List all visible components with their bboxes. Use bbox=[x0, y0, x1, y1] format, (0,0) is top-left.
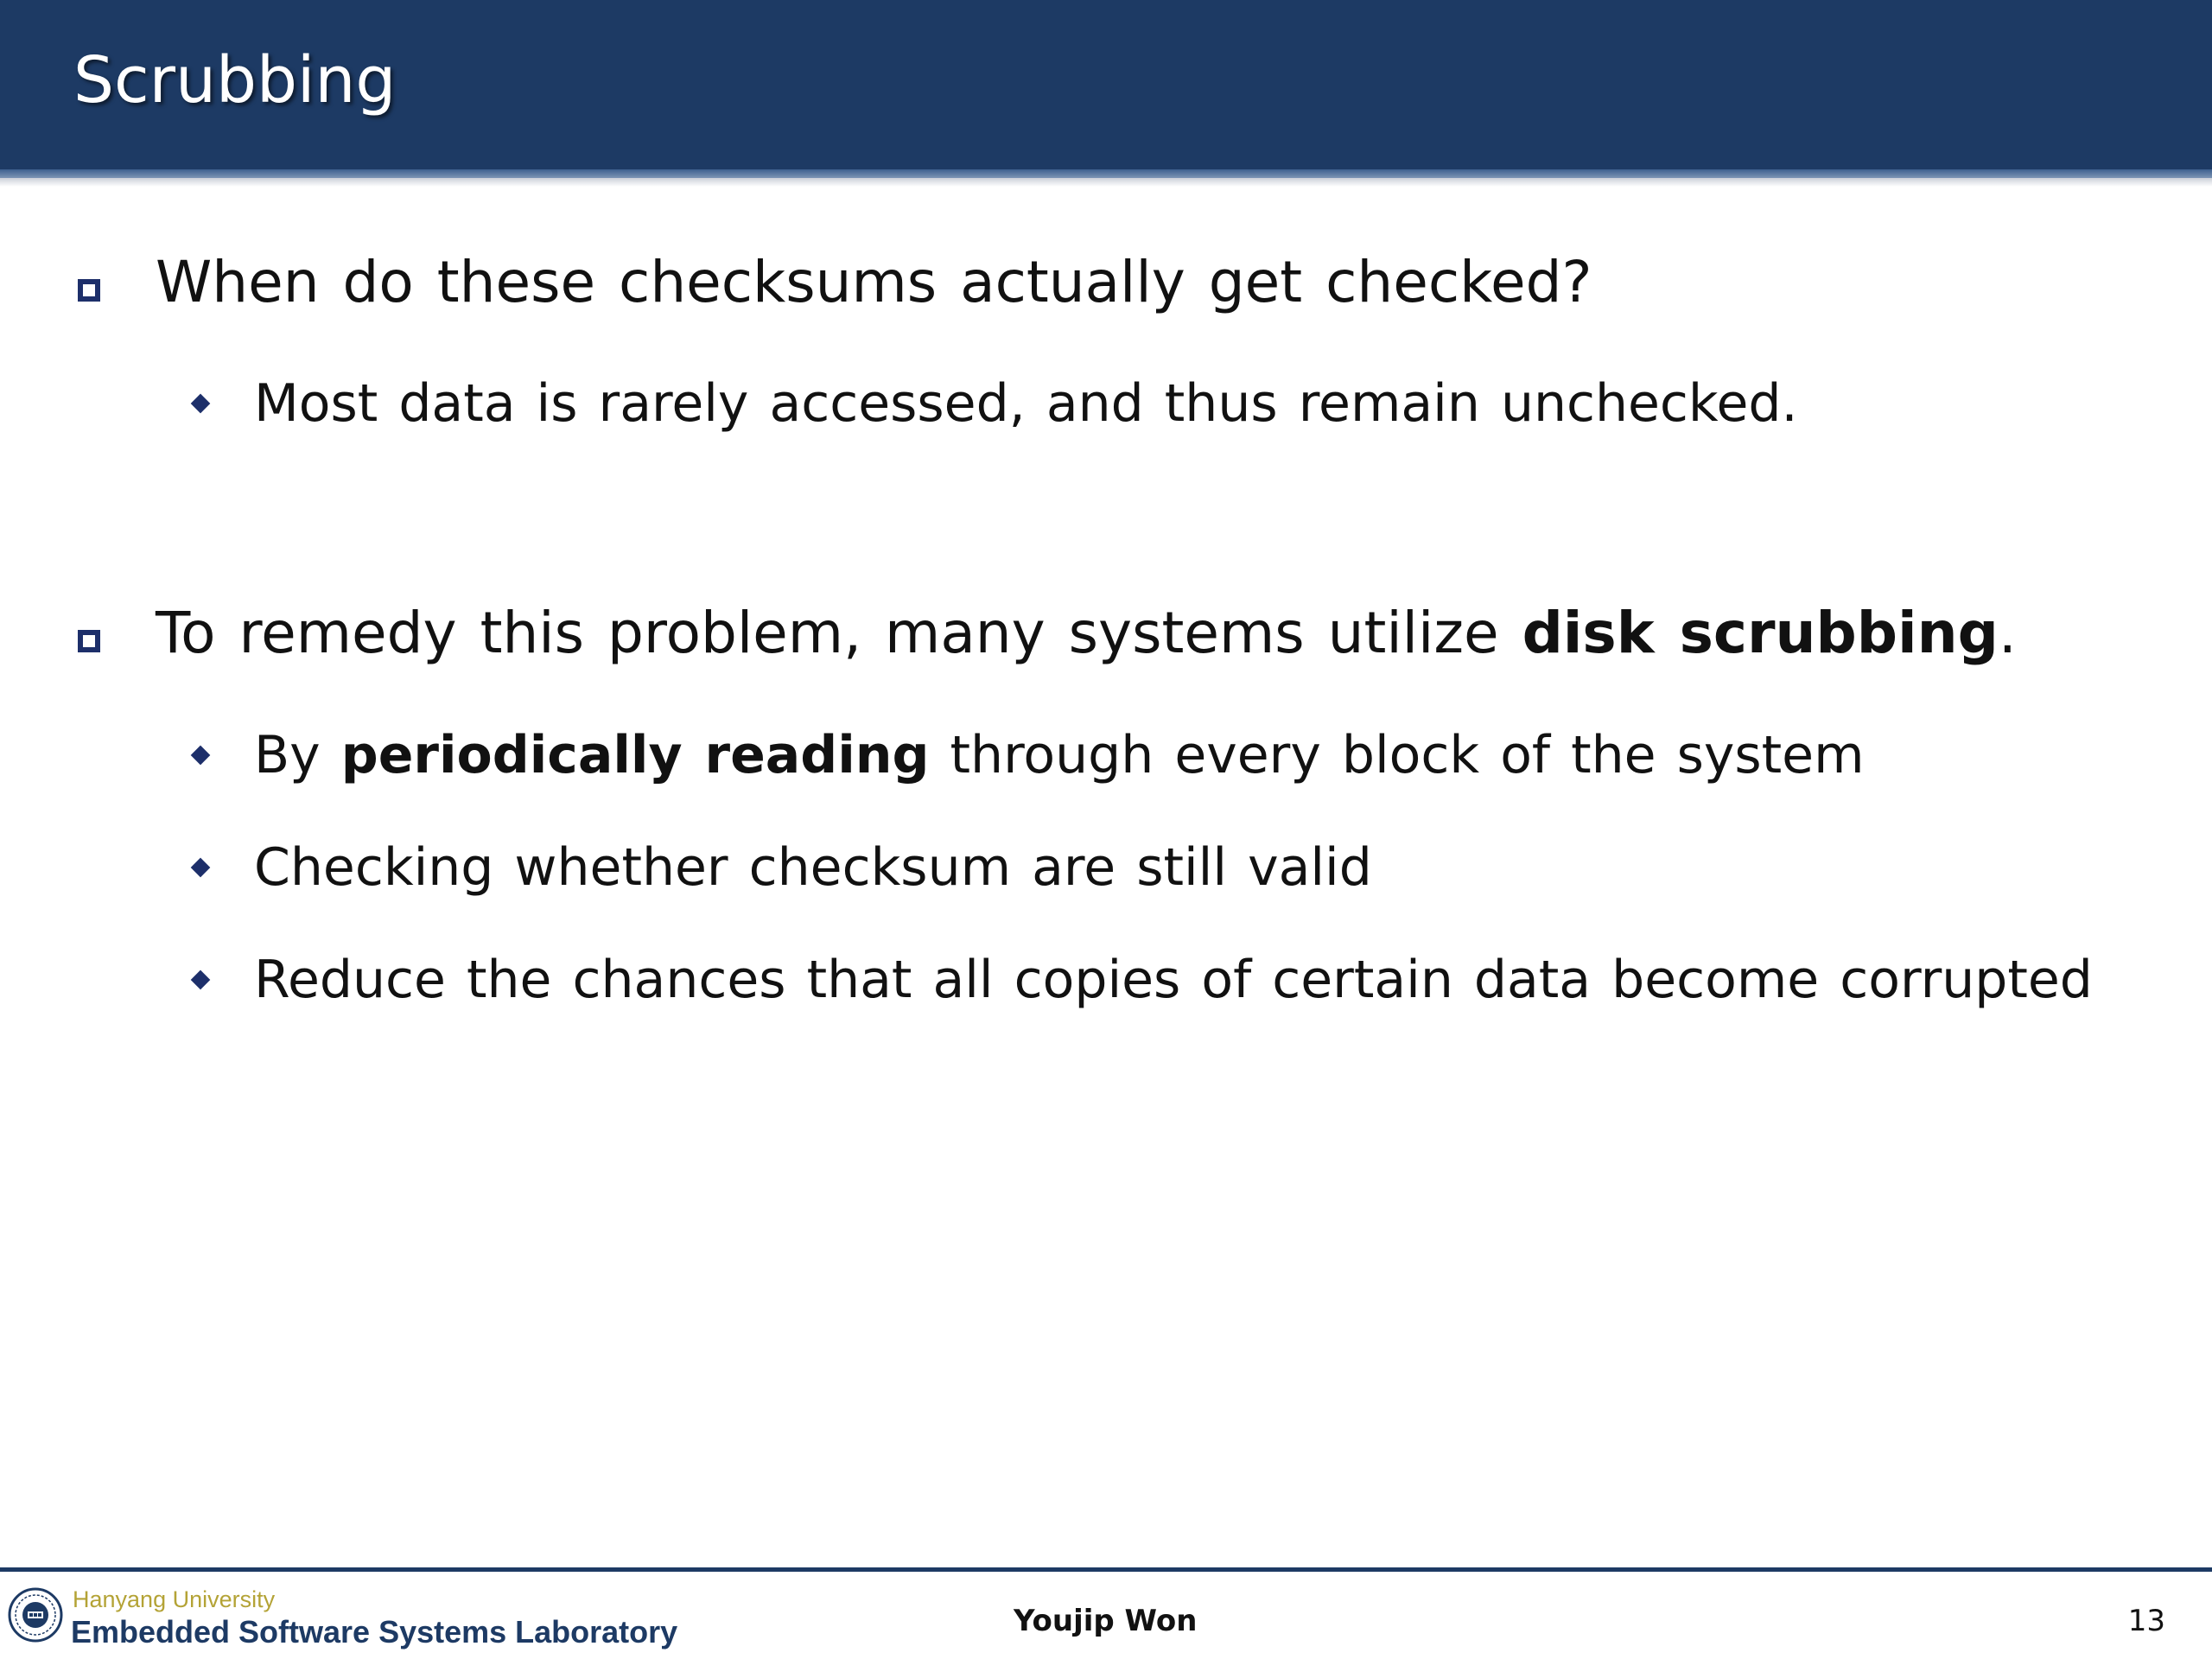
sub-bullet-periodically-reading bbox=[254, 725, 1865, 785]
header-shadow bbox=[0, 178, 2212, 187]
lab-name: Embedded Software Systems Laboratory bbox=[71, 1614, 678, 1649]
diamond-bullet-icon bbox=[191, 746, 211, 766]
diamond-bullet-icon bbox=[191, 394, 211, 414]
bullet-text-post: . bbox=[1998, 600, 2017, 666]
sub-bullet-rarely-accessed bbox=[254, 373, 1798, 434]
page-number: 13 bbox=[2127, 1604, 2165, 1638]
sub-bullet-text: Reduce the chances that all copies of certain data become corrupted bbox=[254, 950, 2093, 1010]
bullet-checksums-question bbox=[156, 249, 1592, 315]
bullet-text-pre: To remedy this problem, many systems utilize bbox=[156, 600, 1522, 666]
sub-bullet-text: Checking whether checksum are still valid bbox=[254, 837, 1372, 898]
square-bullet-icon bbox=[78, 630, 100, 652]
slide-header bbox=[0, 0, 2212, 169]
sub-bullet-text-post: through every block of the system bbox=[929, 725, 1865, 785]
diamond-bullet-icon bbox=[191, 970, 211, 990]
sub-bullet-checking-valid bbox=[254, 837, 1372, 898]
footer-rule bbox=[0, 1567, 2212, 1572]
university-seal-icon bbox=[7, 1586, 64, 1643]
square-bullet-icon bbox=[78, 279, 100, 302]
bullet-text: When do these checksums actually get checked? bbox=[156, 249, 1592, 315]
sub-bullet-text-pre: By bbox=[254, 725, 341, 785]
diamond-bullet-icon bbox=[191, 858, 211, 878]
sub-bullet-reduce-chances bbox=[254, 950, 2093, 1010]
bullet-disk-scrubbing bbox=[156, 600, 2017, 666]
university-name: Hanyang University bbox=[73, 1586, 276, 1612]
slide-title: Scrubbing bbox=[73, 43, 397, 118]
sub-bullet-text-bold: periodically reading bbox=[340, 725, 930, 785]
sub-bullet-text: Most data is rarely accessed, and thus remain unchecked. bbox=[254, 373, 1798, 434]
author-name: Youjip Won bbox=[1014, 1604, 1198, 1638]
bullet-text-bold: disk scrubbing bbox=[1522, 600, 1999, 666]
header-rule bbox=[0, 169, 2212, 178]
